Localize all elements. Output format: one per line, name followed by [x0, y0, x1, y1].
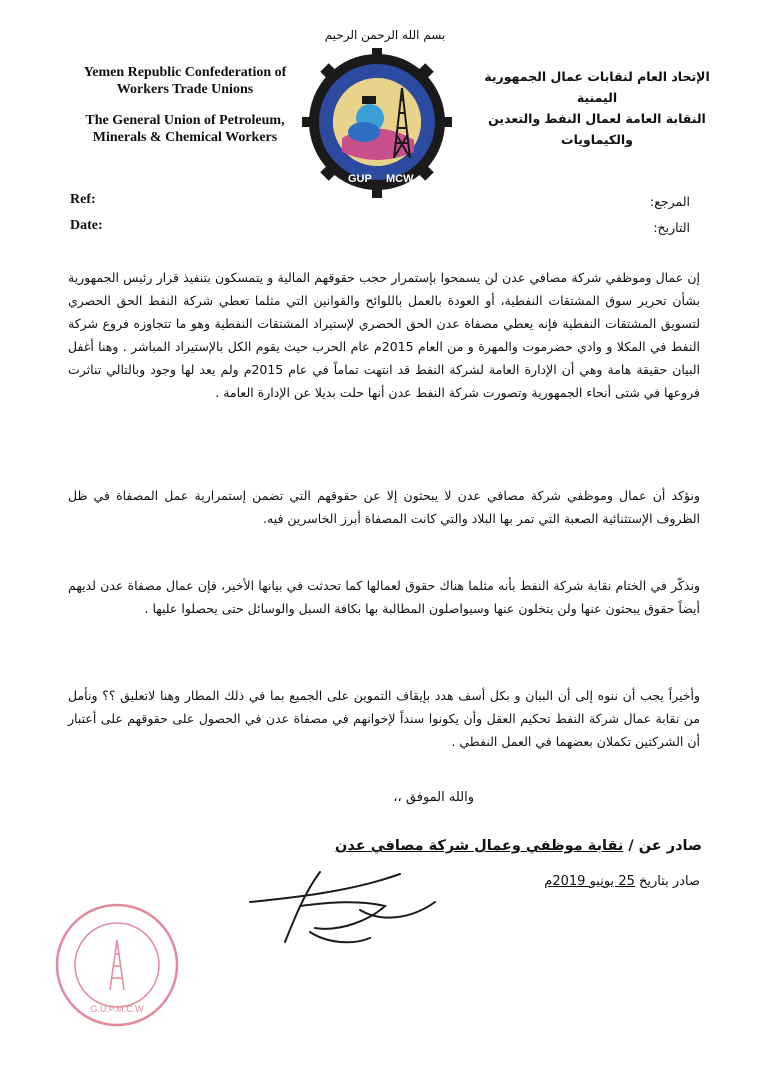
- letterhead-english-line1: Yemen Republic Confederation of Workers Trade Unions: [83, 65, 287, 97]
- meta-english: [70, 192, 103, 244]
- date-label-en: Date:: [70, 218, 103, 233]
- paragraph-text: ونؤكد أن عمال وموظفي شركة مصافي عدن لا يبحثون إلا عن حقوقهم التي تضمن إستمرارية عمل المصفاة في ظل الظروف الإستثنائية الصعبة التي تمر بها البلاد والتي كانت المصفاة أبرز الخاسرين فيه.: [68, 488, 700, 526]
- official-stamp: [52, 900, 182, 1030]
- logo-text-mcw: MCW: [386, 173, 414, 185]
- issuer-name: نقابة موظفي وعمال شركة مصافي عدن: [335, 838, 624, 854]
- letterhead-english-line2: The General Union of Petroleum, Minerals & Chemical Workers: [85, 113, 285, 145]
- issuer-prefix: صادر عن /: [628, 838, 702, 854]
- ref-label-en: Ref:: [70, 192, 96, 207]
- date-label-ar: التاريخ:: [653, 220, 690, 235]
- letterhead-english: [70, 64, 300, 160]
- stamp-text: G.U.P.M.C.W: [90, 1004, 144, 1014]
- logo-text-gup: GUP: [348, 173, 372, 185]
- letterhead-arabic-line1: الإتحاد العام لنقابات عمال الجمهورية اليمنية: [484, 69, 710, 105]
- letterhead-arabic: [472, 66, 722, 150]
- basmala: بسم الله الرحمن الرحيم: [324, 28, 446, 42]
- body-paragraph-1: [68, 266, 700, 404]
- body-paragraph-4: [68, 684, 700, 753]
- issue-date-value: 25 يونيو 2019م: [544, 874, 635, 889]
- issue-date-prefix: صادر بتاريخ: [639, 874, 700, 889]
- paragraph-text: ونذكّر في الختام نقابة شركة النفط بأنه مثلما هناك حقوق لعمالها كما تحدثت في بيانها الأخير، فإن عمال مصفاة عدن لديهم أيضاً حقوق يبحثون عنها ولن يتخلون عنها وسيواصلون المطالبة بها بكافة السبل والوسائل حتى يحصلوا عليها .: [68, 578, 700, 616]
- body-paragraph-2: [68, 484, 700, 530]
- issue-date-line: [544, 874, 700, 889]
- handwritten-signature: [210, 862, 450, 952]
- body-paragraph-3: [68, 574, 700, 620]
- meta-arabic: [650, 194, 690, 246]
- issuer-line: [335, 838, 702, 854]
- ref-label-ar: المرجع:: [650, 194, 690, 209]
- union-logo: [302, 48, 452, 200]
- paragraph-text: إن عمال وموظفي شركة مصافي عدن لن يسمحوا بإستمرار حجب حقوقهم المالية و يتمسكون بتنفيذ قرار رئيس الجمهورية بشأن تحرير سوق المشتقات النفطية، أو العودة بالعمل باللوائح والقوانين التي مثلما تعطي شركة النفط الحق الحصري لتسويق المشتقات النفطية فإنه يعطي مصفاة عدن الحق الحصري لإستيراد المشتقات النفطية وهو ما تتجاوزه فروع شركة النفط في المكلا و وادي حضرموت والمهرة و من العام 2015م عام الحرب حيث يقوم الكل بالإستيراد المباشر . وهنا أغفل البيان حقيقة هامة وهي أن الإدارة العامة لشركة النفط قد انتهت تماماً في عام 2015م ولم يعد لها وجود وبالتالي تناثرت فروعها في شتى أنحاء الجمهورية وتصورت شركة النفط عدن أنها حلت بديلا عن الإدارة العامة .: [68, 270, 701, 400]
- closing-phrase: والله الموفق ،،: [393, 790, 474, 805]
- paragraph-text: وأخيراً يجب أن ننوه إلى أن البيان و بكل أسف هدد بإيقاف التموين على الجميع بما في ذلك المطار وهنا لاتعليق ؟؟ ونأمل من نقابة عمال شركة النفط تحكيم العقل وأن يكونوا سنداً لإخوانهم في مصفاة عدن في الحصول على حقوقهم على أعتبار أن الشركتين تكملان بعضهما في العمل النفطي .: [68, 688, 700, 749]
- letterhead-arabic-line2: النقابة العامة لعمال النفط والتعدين والكيماويات: [488, 111, 706, 147]
